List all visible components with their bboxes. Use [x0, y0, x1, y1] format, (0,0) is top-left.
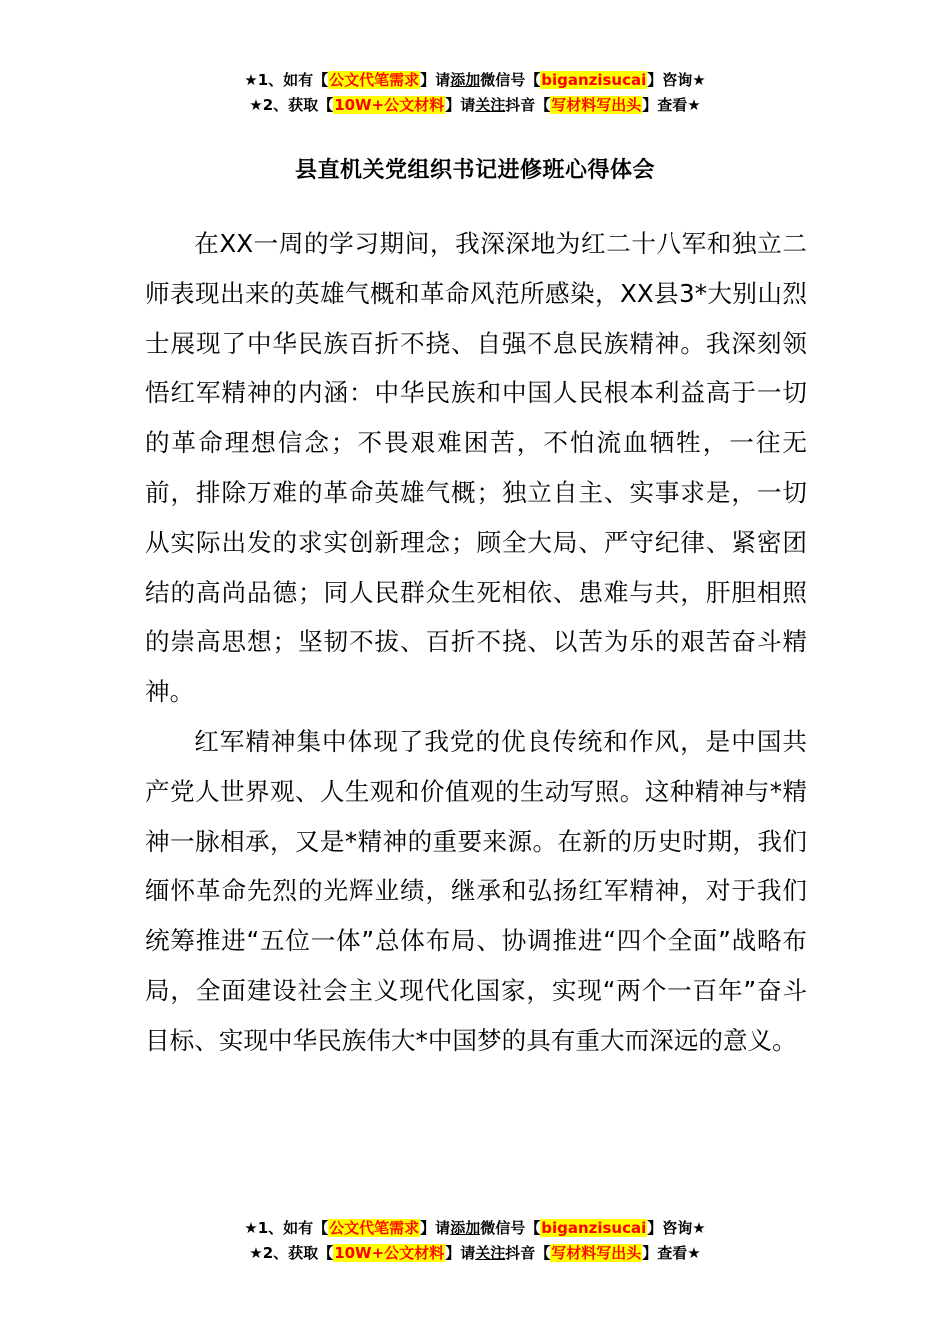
header-highlight-wechat-id: biganzisucai [541, 71, 647, 89]
footer-banner [0, 1216, 950, 1266]
header-highlight-materials: 10W+公文材料 [334, 96, 445, 114]
footer-line-1 [0, 1216, 950, 1241]
header-highlight-ghostwriting: 公文代笔需求 [329, 71, 420, 89]
header-underline-add: 添加 [450, 71, 481, 89]
header-line-1-prefix: ★1、如有【 [244, 71, 329, 89]
body-paragraph-2: 红军精神集中体现了我党的优良传统和作风，是中国共产党人世界观、人生观和价值观的生动写照。这种精神与*精神一脉相承，又是*精神的重要来源。在新的历史时期，我们缅怀革命先烈的光辉业绩，继承和弘扬红军精神，对于我们统筹推进“五位一体”总体布局、协调推进“四个全面”战略布局，全面建设社会主义现代化国家，实现“两个一百年”奋斗目标、实现中华民族伟大*中国梦的具有重大而深远的意义。 [145, 726, 807, 1055]
footer-line-1-suffix: 】咨询★ [647, 1219, 706, 1237]
footer-underline-follow: 关注 [475, 1244, 506, 1262]
footer-line-1-text-b: 微信号【 [480, 1219, 541, 1237]
footer-line-2-suffix: 】查看★ [642, 1244, 701, 1262]
footer-line-2-prefix: ★2、获取【 [249, 1244, 334, 1262]
header-line-2-suffix: 】查看★ [642, 96, 701, 114]
footer-highlight-materials: 10W+公文材料 [334, 1244, 445, 1262]
header-underline-follow: 关注 [475, 96, 506, 114]
footer-highlight-douyin-account: 写材料写出头 [551, 1244, 642, 1262]
header-line-1-suffix: 】咨询★ [647, 71, 706, 89]
footer-line-1-text-a: 】请 [420, 1219, 451, 1237]
header-line-2-text-b: 抖音【 [505, 96, 551, 114]
header-line-1-text-b: 微信号【 [480, 71, 541, 89]
footer-line-1-prefix: ★1、如有【 [244, 1219, 329, 1237]
footer-line-2-text-b: 抖音【 [505, 1244, 551, 1262]
header-line-2-text-a: 】请 [445, 96, 476, 114]
header-line-2 [0, 93, 950, 118]
header-banner [0, 68, 950, 118]
footer-underline-add: 添加 [450, 1219, 481, 1237]
document-title: 县直机关党组织书记进修班心得体会 [294, 158, 655, 183]
body-paragraph-1: 在XX一周的学习期间，我深深地为红二十八军和独立二师表现出来的英雄气概和革命风范所感染，XX县3*大别山烈士展现了中华民族百折不挠、自强不息民族精神。我深刻领悟红军精神的内涵：中华民族和中国人民根本利益高于一切的革命理想信念；不畏艰难困苦，不怕流血牺牲，一往无前，排除万难的革命英雄气概；独立自主、实事求是，一切从实际出发的求实创新理念；顾全大局、严守纪律、紧密团结的高尚品德；同人民群众生死相依、患难与共，肝胆相照的崇高思想；坚韧不拔、百折不挠、以苦为乐的艰苦奋斗精神。 [145, 229, 807, 707]
header-line-2-prefix: ★2、获取【 [249, 96, 334, 114]
footer-line-2-text-a: 】请 [445, 1244, 476, 1262]
footer-line-2 [0, 1241, 950, 1266]
header-highlight-douyin-account: 写材料写出头 [551, 96, 642, 114]
header-line-1 [0, 68, 950, 93]
document-body [145, 219, 807, 1066]
footer-highlight-wechat-id: biganzisucai [541, 1219, 647, 1237]
footer-highlight-ghostwriting: 公文代笔需求 [329, 1219, 420, 1237]
header-line-1-text-a: 】请 [420, 71, 451, 89]
